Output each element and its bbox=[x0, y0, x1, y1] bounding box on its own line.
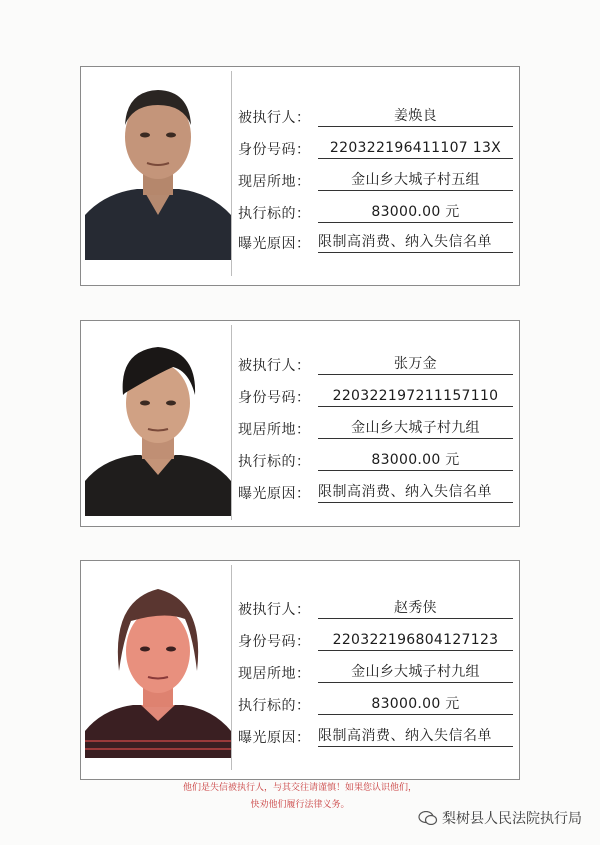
reason-value: 限制高消费、纳入失信名单 bbox=[318, 232, 513, 253]
name-label: 被执行人： bbox=[238, 110, 311, 126]
debtor-fields bbox=[238, 321, 518, 526]
amount-label: 执行标的： bbox=[238, 206, 311, 222]
debtor-card-3 bbox=[80, 560, 520, 780]
address-row bbox=[238, 659, 518, 683]
address-row bbox=[238, 415, 518, 439]
id-row bbox=[238, 627, 518, 651]
reason-row bbox=[238, 479, 518, 503]
reason-label: 曝光原因： bbox=[238, 486, 311, 502]
debtor-photo bbox=[85, 581, 231, 758]
debtor-fields bbox=[238, 561, 518, 779]
id-value: 220322197211157110 bbox=[318, 386, 513, 407]
footer-line-2: 快劝他们履行法律义务。 bbox=[250, 800, 350, 810]
reason-row bbox=[238, 229, 518, 253]
amount-value: 83000.00 元 bbox=[318, 450, 513, 471]
debtor-card-2 bbox=[80, 320, 520, 527]
debtor-photo bbox=[85, 85, 231, 260]
amount-row bbox=[238, 199, 518, 223]
name-row bbox=[238, 595, 518, 619]
watermark bbox=[418, 808, 582, 828]
id-value: 220322196804127123 bbox=[318, 630, 513, 651]
name-label: 被执行人： bbox=[238, 602, 311, 618]
name-row bbox=[238, 103, 518, 127]
address-value: 金山乡大城子村九组 bbox=[318, 662, 513, 683]
debtor-photo bbox=[85, 341, 231, 516]
amount-row bbox=[238, 691, 518, 715]
address-value: 金山乡大城子村五组 bbox=[318, 170, 513, 191]
id-row bbox=[238, 135, 518, 159]
footer-line-1: 他们是失信被执行人，与其交往请谨慎！如果您认识他们， bbox=[182, 783, 417, 793]
amount-label: 执行标的： bbox=[238, 454, 311, 470]
id-value: 220322196411107 13X bbox=[318, 138, 513, 159]
address-label: 现居所地： bbox=[238, 666, 311, 682]
reason-value: 限制高消费、纳入失信名单 bbox=[318, 726, 513, 747]
name-row bbox=[238, 351, 518, 375]
name-value: 赵秀侠 bbox=[318, 598, 513, 619]
name-value: 张万金 bbox=[318, 354, 513, 375]
reason-value: 限制高消费、纳入失信名单 bbox=[318, 482, 513, 503]
divider bbox=[231, 565, 232, 770]
amount-label: 执行标的： bbox=[238, 698, 311, 714]
debtor-fields bbox=[238, 67, 518, 285]
id-label: 身份号码： bbox=[238, 634, 311, 650]
address-label: 现居所地： bbox=[238, 174, 311, 190]
name-label: 被执行人： bbox=[238, 358, 311, 374]
reason-label: 曝光原因： bbox=[238, 730, 311, 746]
debtor-card-1 bbox=[80, 66, 520, 286]
amount-row bbox=[238, 447, 518, 471]
reason-label: 曝光原因： bbox=[238, 236, 311, 252]
reason-row bbox=[238, 723, 518, 747]
amount-value: 83000.00 元 bbox=[318, 202, 513, 223]
id-row bbox=[238, 383, 518, 407]
divider bbox=[231, 325, 232, 520]
address-row bbox=[238, 167, 518, 191]
amount-value: 83000.00 元 bbox=[318, 694, 513, 715]
wechat-icon bbox=[418, 811, 438, 825]
divider bbox=[231, 71, 232, 276]
id-label: 身份号码： bbox=[238, 390, 311, 406]
watermark-text: 梨树县人民法院执行局 bbox=[442, 811, 582, 827]
id-label: 身份号码： bbox=[238, 142, 311, 158]
name-value: 姜焕良 bbox=[318, 106, 513, 127]
address-label: 现居所地： bbox=[238, 422, 311, 438]
address-value: 金山乡大城子村九组 bbox=[318, 418, 513, 439]
